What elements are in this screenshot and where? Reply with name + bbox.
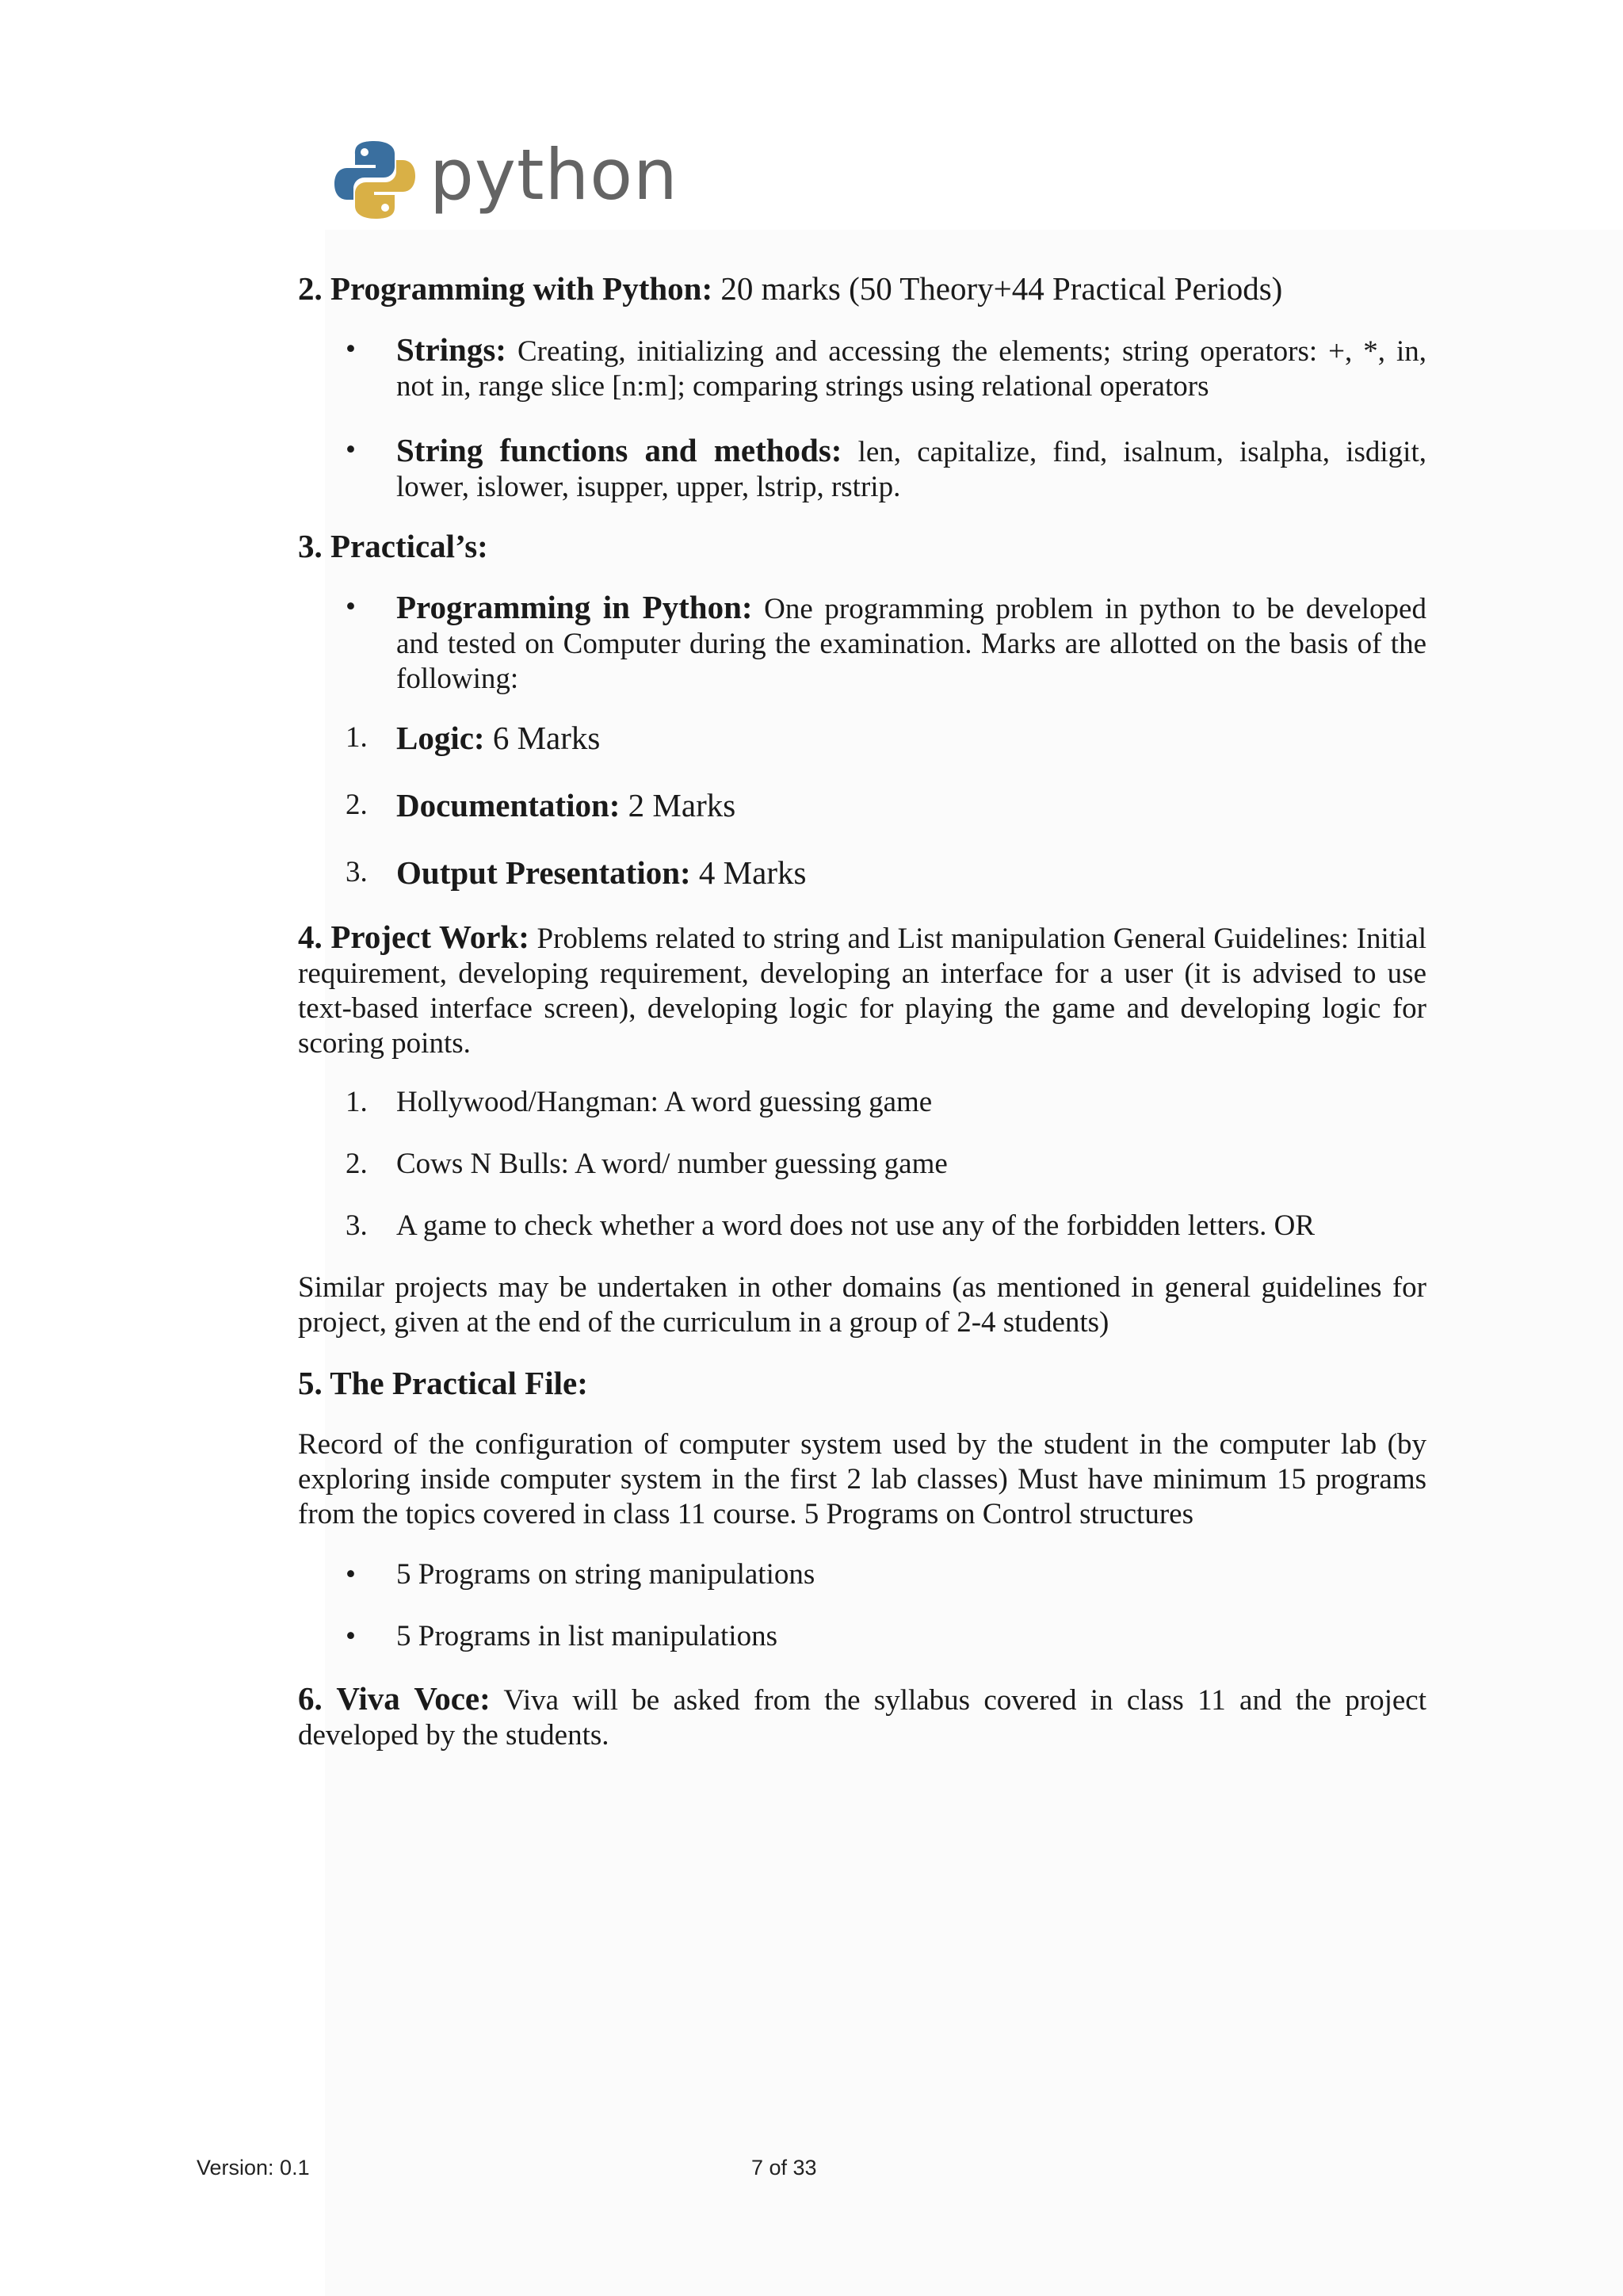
- list-item: 1. Logic: 6 Marks: [346, 720, 601, 757]
- footer-page-number: 7 of 33: [751, 2156, 817, 2179]
- section-2-heading: 2. Programming with Python: 20 marks (50 Theory+44 Practical Periods): [298, 270, 1283, 307]
- project-list: [298, 1085, 1426, 1244]
- list-item: 2. Cows N Bulls: A word/ number guessing game: [346, 1148, 948, 1181]
- section-5-paragraph: Record of the configuration of computer system used by the student in the computer lab (by exploring inside computer system in the first 2 lab classes) Must have minimum 15 programs from the topics covered in class 11 course. 5 Programs on Control structures: [298, 1427, 1426, 1530]
- section-2-bullets: [298, 332, 1426, 505]
- section-3-heading: 3. Practical’s:: [298, 528, 488, 565]
- python-snake-icon: [331, 136, 418, 223]
- logo-text: python: [430, 134, 678, 216]
- list-item: • 5 Programs in list manipulations: [346, 1619, 777, 1652]
- section-5-heading: 5. The Practical File:: [298, 1365, 588, 1402]
- list-item: 1. Hollywood/Hangman: A word guessing game: [346, 1086, 933, 1119]
- section-5-bullets: [298, 1557, 1426, 1654]
- section-4-paragraph: 4. Project Work: Problems related to string and List manipulation General Guidelines: Initial requirement, developing requirement, developing an interface for a user (it is advised to use text-based interface screen), developing logic for playing the game and developing logic for scoring points.: [298, 919, 1427, 1060]
- list-item: • String functions and methods: len, capitalize, find, isalnum, isalpha, isdigit, lower, islower, isupper, upper, lstrip, rstrip.: [346, 432, 1426, 504]
- list-item: • Strings: Creating, initializing and accessing the elements; string operators: +, *, in, not in, range slice [n:m]; comparing strings using relational operators: [346, 331, 1426, 403]
- list-item: 2. Documentation: 2 Marks: [346, 787, 736, 824]
- section-4-note: Similar projects may be undertaken in other domains (as mentioned in general guidelines for project, given at the end of the curriculum in a group of 2-4 students): [298, 1271, 1426, 1339]
- footer-version: Version: 0.1: [197, 2156, 310, 2179]
- section-6-paragraph: 6. Viva Voce: Viva will be asked from the syllabus covered in class 11 and the project developed by the students.: [298, 1679, 1426, 1752]
- python-logo: [331, 136, 678, 223]
- list-item: • 5 Programs on string manipulations: [346, 1557, 815, 1591]
- list-item: 3. Output Presentation: 4 Marks: [346, 854, 807, 892]
- marks-list: [298, 720, 1426, 892]
- list-item: 3. A game to check whether a word does not use any of the forbidden letters. OR: [346, 1209, 1315, 1243]
- list-item: • Programming in Python: One programming problem in python to be developed and tested on Computer during the examination. Marks are allotted on the basis of the following:: [346, 589, 1426, 696]
- document-body: [298, 269, 1426, 1753]
- section-3-bullets: [298, 590, 1426, 697]
